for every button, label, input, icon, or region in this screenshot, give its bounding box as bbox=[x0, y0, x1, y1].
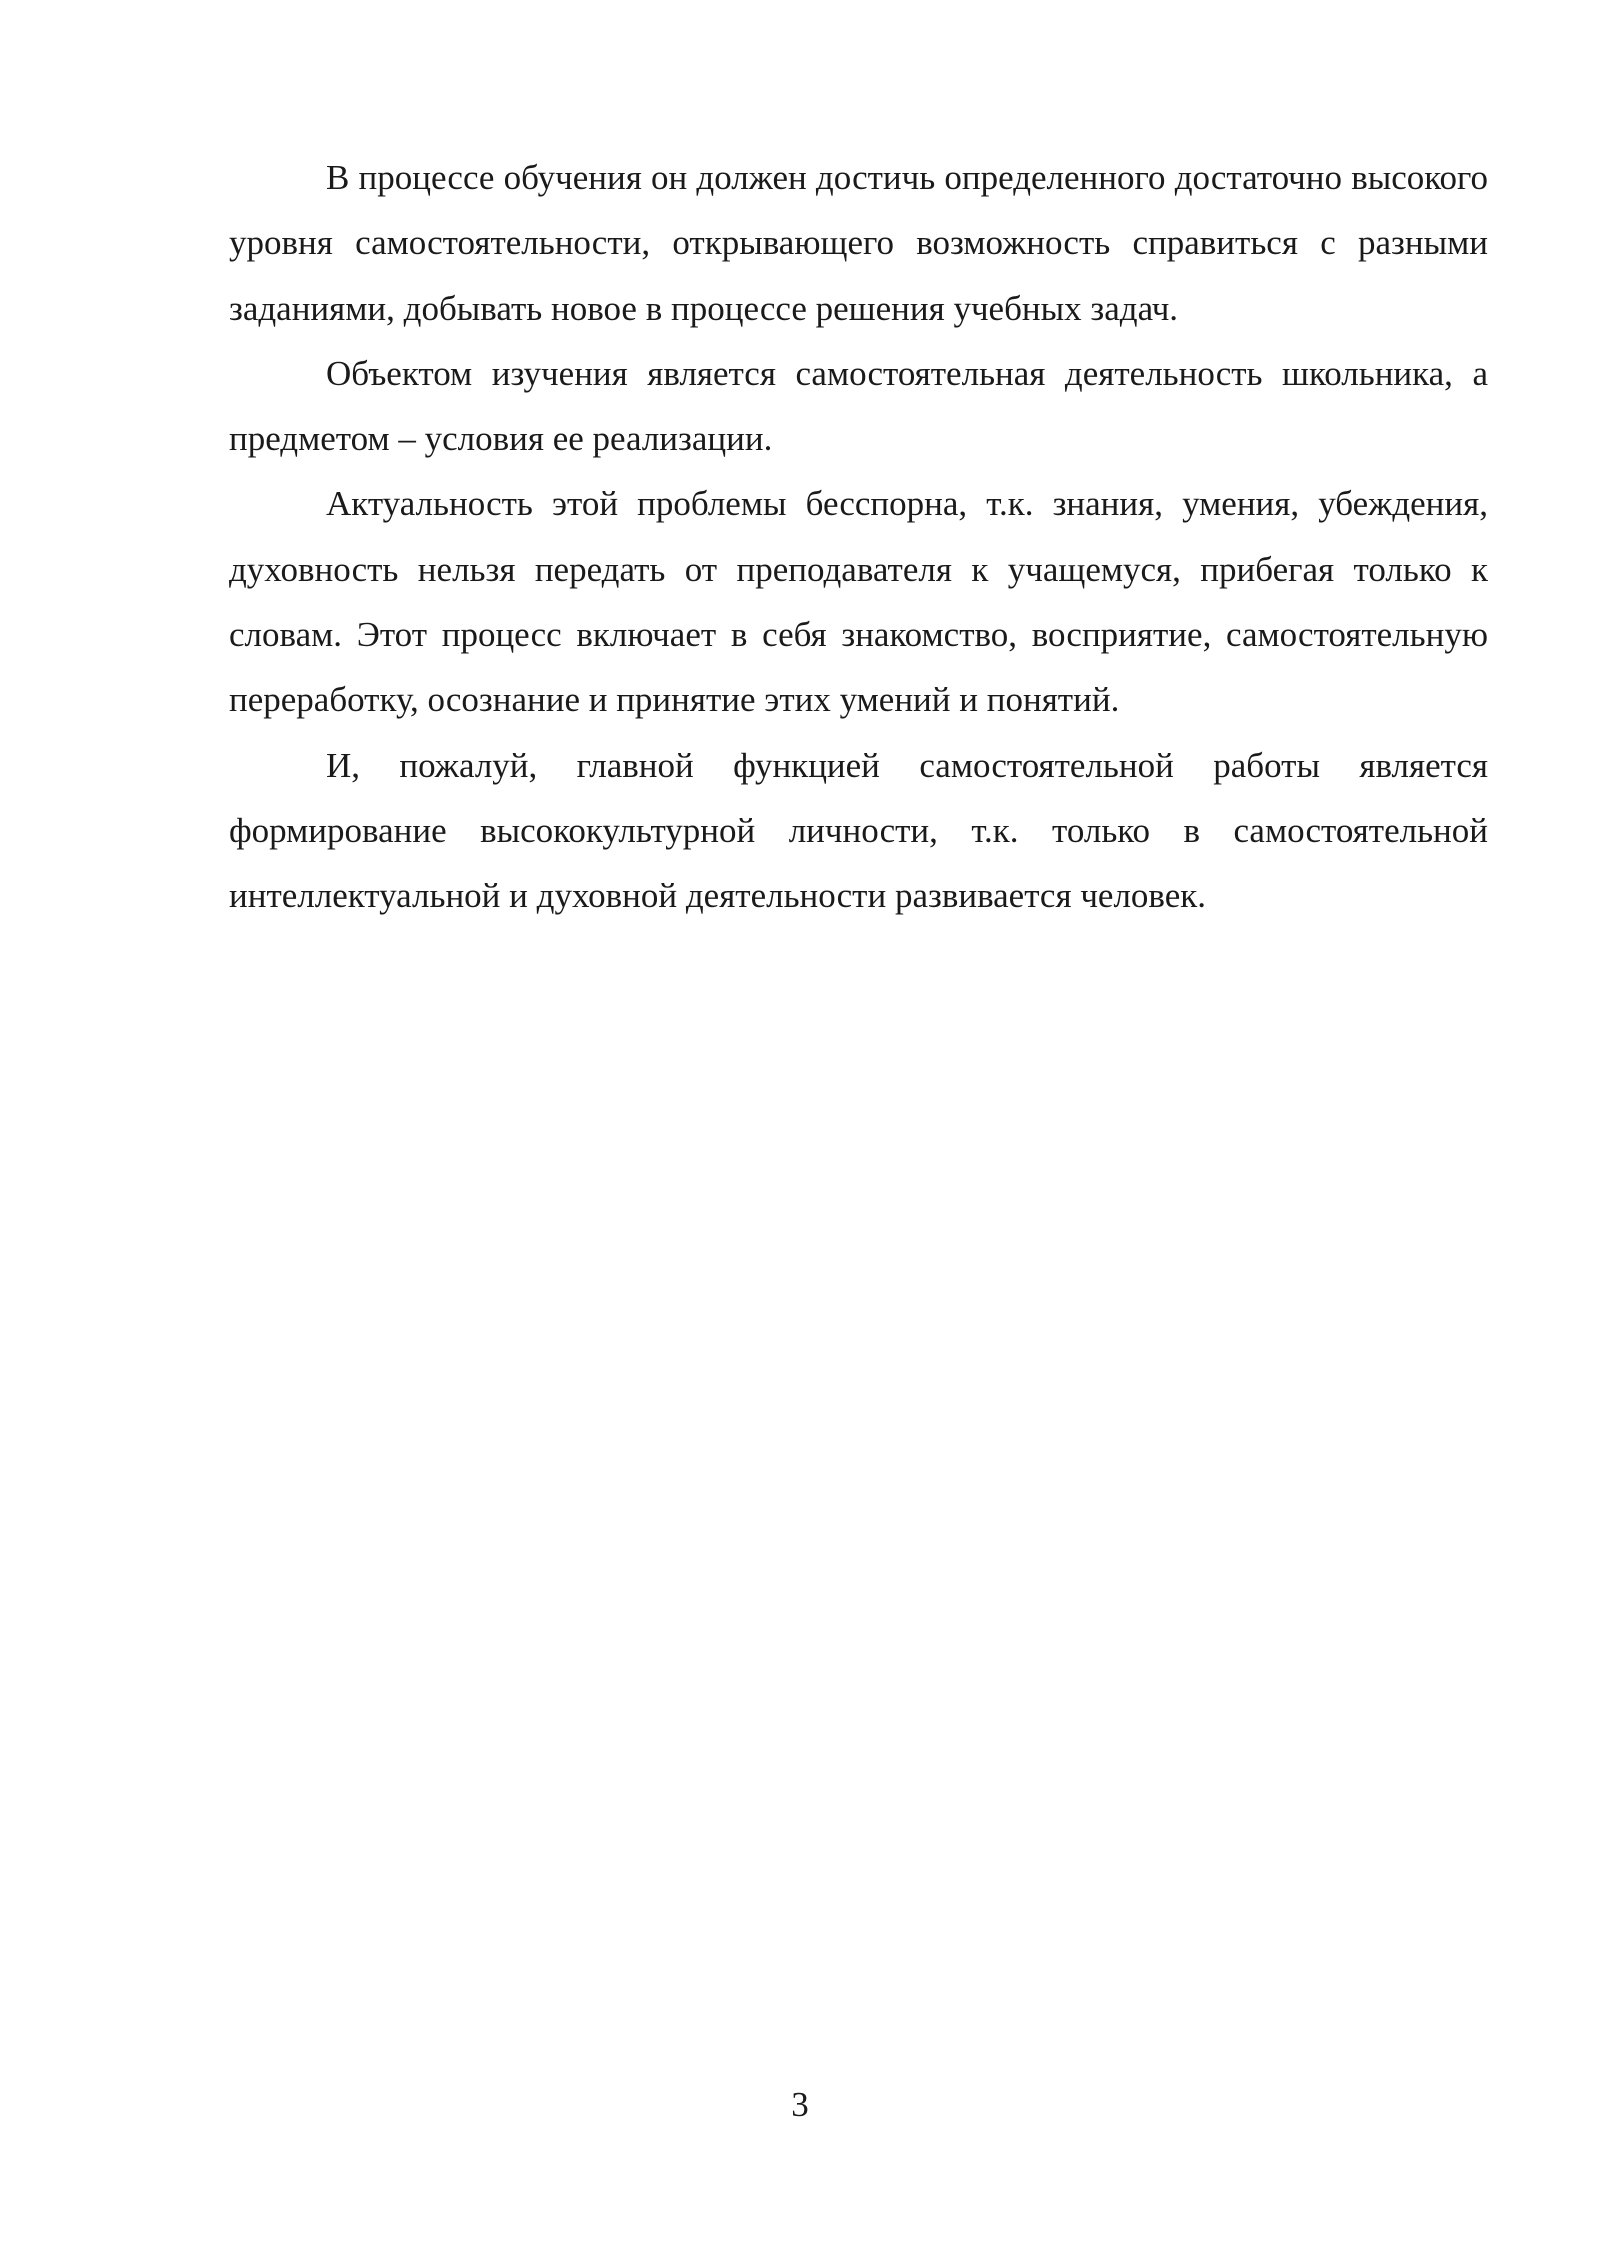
body-text bbox=[229, 145, 1488, 929]
paragraph-main-function: И, пожалуй, главной функцией самостоятельной работы является формирование высококультурной личности, т.к. только в самостоятельной интеллектуальной и духовной деятельности развивается человек. bbox=[229, 745, 1488, 916]
paragraph-relevance: Актуальность этой проблемы бесспорна, т.к. знания, умения, убеждения, духовность нельзя передать от преподавателя к учащемуся, прибегая только к словам. Этот процесс включает в себя знакомство, восприятие, самостоятельную переработку, осознание и принятие этих умений и понятий. bbox=[229, 484, 1488, 720]
paragraph-object-subject: Объектом изучения является самостоятельная деятельность школьника, а предметом – условия ее реализации. bbox=[229, 353, 1488, 459]
page-number: 3 bbox=[791, 2085, 809, 2124]
paragraph-learning-independence: В процессе обучения он должен достичь определенного достаточно высокого уровня самостоятельности, открывающего возможность справиться с разными заданиями, добывать новое в процессе решения учебных задач. bbox=[229, 158, 1488, 328]
